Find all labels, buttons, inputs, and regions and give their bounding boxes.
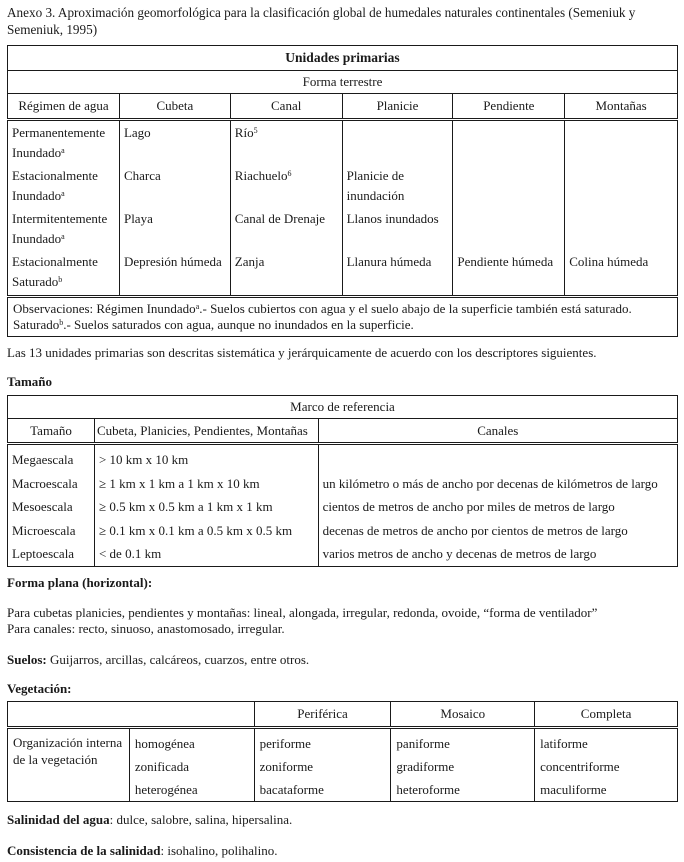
regime-cell: Estacionalmente Saturado$^b$ <box>8 250 120 297</box>
salinity-consistency-line <box>7 843 278 859</box>
table-row <box>8 519 678 543</box>
size-heading: Tamaño <box>7 374 53 389</box>
column-header-row <box>8 94 678 120</box>
observations-note: Observaciones: Régimen Inundado$^a$.- Suelos cubiertos con agua y el suelo abajo de la superficie también está saturado. Saturado$^b$.- Suelos saturados con agua, aunque no inundados en la superficie. <box>8 297 678 337</box>
channel-size-cell: varios metros de ancho y decenas de metros de largo <box>322 546 597 561</box>
planicie-cell: Llanos inundados <box>342 207 453 250</box>
soils-label: Suelos: <box>7 652 47 667</box>
canal-cell: Zanja <box>230 250 342 297</box>
column-header: Tamaño <box>8 419 95 444</box>
montanas-cell <box>565 164 678 207</box>
pendiente-cell <box>453 207 565 250</box>
basin-size-cell: ≥ 1 km x 1 km a 1 km x 10 km <box>94 472 318 496</box>
organization-types: homogénea zonificada heterogénea <box>129 728 254 802</box>
column-header: Régimen de agua <box>8 94 120 120</box>
intro-paragraph: Las 13 unidades primarias son descritas sistemática y jerárquicamente de acuerdo con los descriptores siguientes. <box>7 345 597 360</box>
regime-cell: Intermitentemente Inundado$^a$ <box>8 207 120 250</box>
planicie-cell <box>342 120 453 165</box>
table-title: Unidades primarias <box>8 46 678 71</box>
column-header: Completa <box>535 702 678 728</box>
regime-cell: Estacionalmente Inundado$^a$ <box>8 164 120 207</box>
salinity-consistency-label: Consistencia de la salinidad <box>7 843 161 858</box>
canal-cell: Riachuelo$^6$ <box>230 164 342 207</box>
table-row <box>8 164 678 207</box>
salinity-label: Salinidad del agua <box>7 812 110 827</box>
table-row <box>8 495 678 519</box>
mosaico-values: paniforme gradiforme heteroforme <box>391 728 535 802</box>
column-header: Canales <box>318 419 677 444</box>
flat-form-heading: Forma plana (horizontal): <box>7 575 153 590</box>
column-header: Canal <box>230 94 342 120</box>
column-header-row <box>8 702 678 728</box>
scale-cell: Macroescala <box>8 472 95 496</box>
flat-form-line-1: Para cubetas planicies, pendientes y montañas: lineal, alongada, irregular, redonda, ovoide, “forma de ventilador” <box>7 605 598 620</box>
soils-line <box>7 652 309 668</box>
size-table <box>7 395 678 567</box>
vegetation-heading: Vegetación: <box>7 681 72 696</box>
column-header-empty <box>8 702 255 728</box>
table-row <box>8 444 678 472</box>
table-row <box>8 207 678 250</box>
basin-size-cell: ≥ 0.1 km x 0.1 km a 0.5 km x 0.5 km <box>94 519 318 543</box>
soils-text: Guijarros, arcillas, calcáreos, cuarzos, entre otros. <box>46 652 310 667</box>
table-subtitle: Forma terrestre <box>8 71 678 94</box>
column-header: Cubeta, Planicies, Pendientes, Montañas <box>94 419 318 444</box>
vegetation-table <box>7 701 678 802</box>
montanas-cell: Colina húmeda <box>569 254 649 269</box>
table-row <box>8 120 678 165</box>
channel-size-cell: decenas de metros de ancho por cientos de metros de largo <box>322 522 628 538</box>
column-header: Pendiente <box>453 94 565 120</box>
pendiente-cell <box>453 164 565 207</box>
scale-cell: Megaescala <box>8 444 95 472</box>
cubeta-cell: Lago <box>119 120 230 165</box>
montanas-cell <box>565 120 678 165</box>
montanas-cell <box>565 207 678 250</box>
planicie-cell: Planicie de inundación <box>342 164 453 207</box>
basin-size-cell: > 10 km x 10 km <box>94 444 318 472</box>
canal-cell: Río$^5$ <box>230 120 342 165</box>
basin-size-cell: ≥ 0.5 km x 0.5 km a 1 km x 1 km <box>94 495 318 519</box>
column-header: Cubeta <box>119 94 230 120</box>
column-header: Montañas <box>565 94 678 120</box>
channel-size-cell <box>318 444 677 472</box>
table-subtitle: Marco de referencia <box>8 396 678 419</box>
regime-cell: Permanentemente Inundado$^a$ <box>8 120 120 165</box>
cubeta-cell: Playa <box>119 207 230 250</box>
column-header-row <box>8 419 678 444</box>
column-header: Planicie <box>342 94 453 120</box>
salinity-line <box>7 812 292 828</box>
primary-units-table <box>7 45 678 337</box>
cubeta-cell: Charca <box>119 164 230 207</box>
planicie-cell: Llanura húmeda <box>342 250 453 297</box>
table-row <box>8 250 678 297</box>
canal-cell: Canal de Drenaje <box>230 207 342 250</box>
column-header: Mosaico <box>391 702 535 728</box>
channel-size-cell: cientos de metros de ancho por miles de metros de largo <box>322 499 615 514</box>
scale-cell: Leptoescala <box>8 542 95 566</box>
cubeta-cell: Depresión húmeda <box>119 250 230 297</box>
table-row <box>8 542 678 566</box>
completa-values: latiforme concentriforme maculiforme <box>540 736 620 797</box>
periferica-values: periforme zoniforme bacataforme <box>254 728 391 802</box>
column-header: Periférica <box>254 702 391 728</box>
pendiente-cell <box>453 120 565 165</box>
salinity-text: : dulce, salobre, salina, hipersalina. <box>109 812 293 827</box>
observations-row <box>8 297 678 337</box>
annex-caption: Anexo 3. Aproximación geomorfológica para la clasificación global de humedales naturales continentales (Semeniuk y Semeniuk, 1995) <box>7 5 636 37</box>
flat-form-line-2: Para canales: recto, sinuoso, anastomosado, irregular. <box>7 621 285 636</box>
table-row <box>8 728 678 802</box>
pendiente-cell: Pendiente húmeda <box>453 250 565 297</box>
channel-size-cell: un kilómetro o más de ancho por decenas de kilómetros de largo <box>322 475 658 491</box>
scale-cell: Microescala <box>8 519 95 543</box>
row-label: Organización interna de la vegetación <box>8 728 130 802</box>
scale-cell: Mesoescala <box>8 495 95 519</box>
basin-size-cell: < de 0.1 km <box>94 542 318 566</box>
salinity-consistency-text: : isohalino, polihalino. <box>160 843 278 858</box>
table-row <box>8 472 678 496</box>
